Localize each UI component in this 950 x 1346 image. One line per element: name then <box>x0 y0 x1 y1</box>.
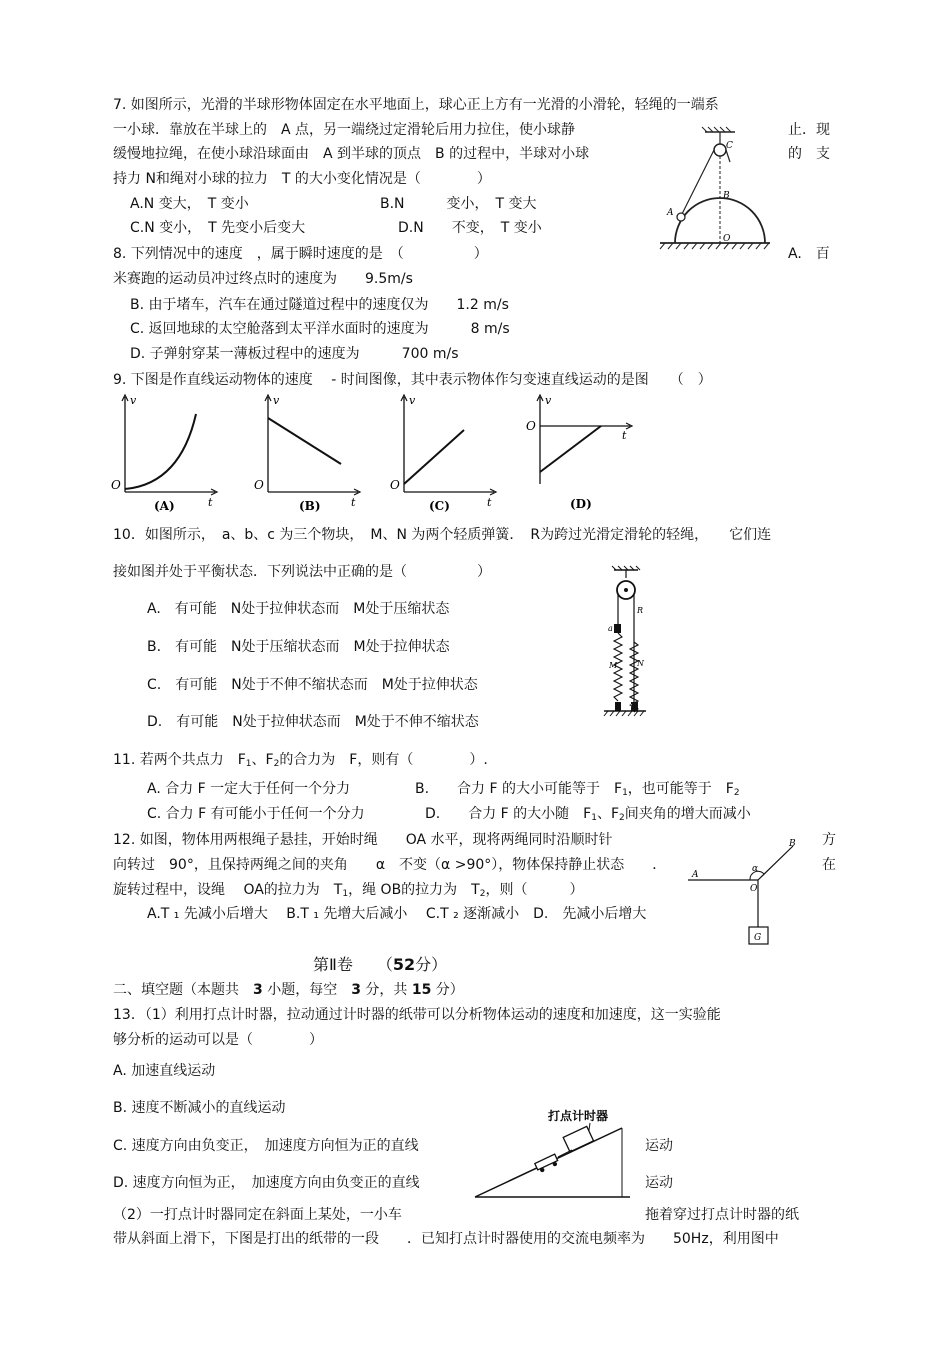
q10-label-m: M <box>609 661 618 670</box>
q13-timer-label: 打点计时器 <box>548 1109 609 1123</box>
q13-option-b: B. 速度不断减小的直线运动 <box>113 1100 286 1116</box>
q12-line3-part3: ，则（ ） <box>485 882 584 898</box>
q10-label-b: b <box>611 702 616 710</box>
q13-part2-line1-end: 拖着穿过打点计时器的纸 <box>645 1207 799 1223</box>
q11-option-b <box>415 780 740 802</box>
q11-option-d <box>425 805 751 827</box>
q13-option-d-end: 运动 <box>645 1175 673 1191</box>
q8-option-c: C. 返回地球的太空舱落到太平洋水面时的速度为 8 m/s <box>130 321 510 337</box>
part2-title-score: 52 <box>392 955 416 974</box>
q13-option-d: D. 速度方向恒为正， 加速度方向由负变正的直线 <box>113 1175 420 1191</box>
q10-label-c: c <box>628 702 632 710</box>
q13-option-c: C. 速度方向由负变正， 加速度方向恒为正的直线 <box>113 1138 419 1154</box>
q12-line3-sub1: 1 <box>342 889 349 899</box>
q7-stem-line2: 一小球．靠放在半球上的 A 点，另一端绕过定滑轮后用力拉住，使小球静 <box>113 122 576 138</box>
q12-stem-line3 <box>113 881 583 903</box>
part2-title <box>313 956 447 974</box>
q11-optb-part2: ，也可能等于 F <box>627 781 734 797</box>
q11-optb-part1: B. 合力 F 的大小可能等于 F <box>415 781 623 797</box>
q9-graph-b <box>253 392 363 514</box>
q10-stem-line1: 10．如图所示， a、b、c 为三个物块， M、N 为两个轻质弹簧． R为跨过光滑定滑轮的轻绳， 它们连 <box>113 527 772 543</box>
q7-option-a: A.N 变大， T 变小 <box>130 196 249 212</box>
q11-option-c: C. 合力 F 有可能小于任何一个分力 <box>147 806 365 822</box>
section2-per-blank: 3 <box>351 982 361 998</box>
q7-label-a: A <box>667 208 674 218</box>
q10-pulley-spring-figure <box>600 566 648 718</box>
q13-part2-line1: （2）一打点计时器同定在斜面上某处，一小车 <box>113 1207 402 1223</box>
q13-stem-line1: 13．（1）利用打点计时器，拉动通过计时器的纸带可以分析物体运动的速度和加速度，这一实验能 <box>113 1007 721 1023</box>
q12-line3-part2: ，绳 OB的拉力为 T <box>348 882 480 898</box>
q10-label-n: N <box>637 659 644 668</box>
q7-stem-line4: 持力 N和绳对小球的拉力 T 的大小变化情况是（ ） <box>113 171 491 187</box>
q9c-origin-label: O <box>390 478 400 492</box>
q12-label-a: A <box>692 870 699 880</box>
q11-optd-part1: D. 合力 F 的大小随 F <box>425 806 592 822</box>
q7-label-o: O <box>723 234 731 244</box>
q9c-t-label: t <box>487 496 492 509</box>
q9d-t-label: t <box>622 429 627 442</box>
q10-stem-line2: 接如图并处于平衡状态．下列说法中正确的是（ ） <box>113 564 491 580</box>
q9b-origin-label: O <box>254 478 264 492</box>
q12-stem-line1-right: 方 <box>822 832 836 848</box>
q9b-caption: (B) <box>299 499 321 513</box>
q11-optd-part3: 间夹角的增大而减小 <box>624 806 751 822</box>
q7-label-c: C <box>726 141 733 151</box>
q7-stem-line2-right: 止．现 <box>788 122 830 138</box>
q11-optb-sub1: 1 <box>622 788 628 798</box>
q10-label-r: R <box>637 606 644 615</box>
q9d-v-label: v <box>545 394 552 407</box>
q12-stem-line1: 12. 如图，物体用两根绳子悬挂，开始时绳 OA 水平，现将两绳同时沿顺时针 <box>113 832 613 848</box>
q12-hanging-weight-figure <box>686 834 806 950</box>
part2-title-part2: 分） <box>415 955 448 974</box>
q11-optd-sub1: 1 <box>591 813 597 823</box>
q11-optb-sub2: 2 <box>733 788 740 798</box>
q9-graph-a <box>110 392 220 514</box>
q12-label-o: O <box>750 884 758 894</box>
q7-stem-line3-right: 的 支 <box>788 146 830 162</box>
q10-option-b: B. 有可能 N处于压缩状态而 M处于拉伸状态 <box>147 639 450 655</box>
q8-option-b: B. 由于堵车，汽车在通过隧道过程中的速度仅为 1.2 m/s <box>130 297 509 313</box>
q12-label-b: B <box>789 839 796 849</box>
q7-option-b: B.N 变小， T 变大 <box>380 196 537 212</box>
q8-option-a-rest: 米赛跑的运动员冲过终点时的速度为 9.5m/s <box>113 271 413 287</box>
q12-label-alpha: α <box>752 864 759 874</box>
q12-options: A.T ₁ 先减小后增大 B.T ₁ 先增大后减小 C.T ₂ 逐渐减小 D. 先减小后增大 <box>147 906 647 922</box>
q10-option-a: A. 有可能 N处于拉伸状态而 M处于压缩状态 <box>147 601 450 617</box>
q13-part2-line2: 带从斜面上滑下，下图是打出的纸带的一段 ．已知打点计时器使用的交流电频率为 50Hz，利用图中 <box>113 1231 779 1247</box>
q11-stem-part1: 11. 若两个共点力 F <box>113 752 246 768</box>
section2-part2: 小题，每空 <box>262 982 352 998</box>
q11-stem-sub1: 1 <box>245 759 252 769</box>
q7-option-d: D.N 不变， T 变小 <box>398 220 542 236</box>
q12-line3-part1: 旋转过程中，设绳 OA的拉力为 T <box>113 882 343 898</box>
q11-option-a: A. 合力 F 一定大于任何一个分力 <box>147 781 351 797</box>
q10-option-d: D. 有可能 N处于拉伸状态而 M处于不伸不缩状态 <box>147 714 479 730</box>
q9c-caption: (C) <box>429 499 450 513</box>
q13-option-a: A. 加速直线运动 <box>113 1063 216 1079</box>
q13-option-c-end: 运动 <box>645 1138 673 1154</box>
section2-part1: 二、填空题（本题共 <box>113 982 253 998</box>
q11-stem-sub2: 2 <box>273 759 280 769</box>
q9a-caption: (A) <box>154 499 175 513</box>
q11-stem-part2: 、F <box>251 752 274 768</box>
q13-stem-line2: 够分析的运动可以是（ ） <box>113 1032 323 1048</box>
q9d-caption: (D) <box>570 497 592 511</box>
q12-stem-line2-right: 在 <box>822 857 836 873</box>
q11-optd-part2: 、F <box>596 806 620 822</box>
part2-title-part1: 第Ⅱ卷 （ <box>313 955 393 974</box>
q12-label-g: G <box>754 933 762 943</box>
q7-stem-line3: 缓慢地拉绳，在使小球沿球面由 A 到半球的顶点 B 的过程中，半球对小球 <box>113 146 590 162</box>
q9d-origin-label: O <box>526 419 536 433</box>
section2-header <box>113 981 464 999</box>
q7-option-c: C.N 变小， T 先变小后变大 <box>130 220 306 236</box>
q8-stem: 8. 下列情况中的速度 ，属于瞬时速度的是 （ ） <box>113 246 488 262</box>
q12-stem-line2: 向转过 90°，且保持两绳之间的夹角 α 不变（α >90°），物体保持静止状态 ． <box>113 857 667 873</box>
q9b-t-label: t <box>351 496 356 509</box>
q8-option-a-start: A. 百 <box>788 246 830 262</box>
q12-line3-sub2: 2 <box>479 889 486 899</box>
q9-graph-c <box>389 392 499 514</box>
q7-hemisphere-figure <box>655 128 775 253</box>
q9a-v-label: v <box>130 394 137 407</box>
q7-stem-line1: 7. 如图所示，光滑的半球形物体固定在水平地面上，球心正上方有一光滑的小滑轮，轻绳的一端系 <box>113 97 719 113</box>
q9b-v-label: v <box>273 394 280 407</box>
q9-stem: 9. 下图是作直线运动物体的速度 - 时间图像，其中表示物体作匀变速直线运动的是图 （ ） <box>113 372 712 388</box>
q9c-v-label: v <box>409 394 416 407</box>
q9-graph-d <box>525 392 635 514</box>
q13-incline-timer-figure <box>470 1105 635 1203</box>
q10-label-a: a <box>608 624 613 633</box>
q9a-t-label: t <box>208 496 213 509</box>
section2-count: 3 <box>253 982 263 998</box>
q9a-origin-label: O <box>111 478 121 492</box>
q7-label-b: B <box>723 191 730 201</box>
section2-part4: 分） <box>431 982 464 998</box>
q11-stem-part3: 的合力为 F，则有（ ）. <box>279 752 488 768</box>
section2-total: 15 <box>411 982 432 998</box>
section2-part3: 分，共 <box>360 982 412 998</box>
q8-option-d: D. 子弹射穿某一薄板过程中的速度为 700 m/s <box>130 346 459 362</box>
q11-optd-sub2: 2 <box>619 813 625 823</box>
q10-option-c: C. 有可能 N处于不伸不缩状态而 M处于拉伸状态 <box>147 677 478 693</box>
q11-stem <box>113 751 488 773</box>
